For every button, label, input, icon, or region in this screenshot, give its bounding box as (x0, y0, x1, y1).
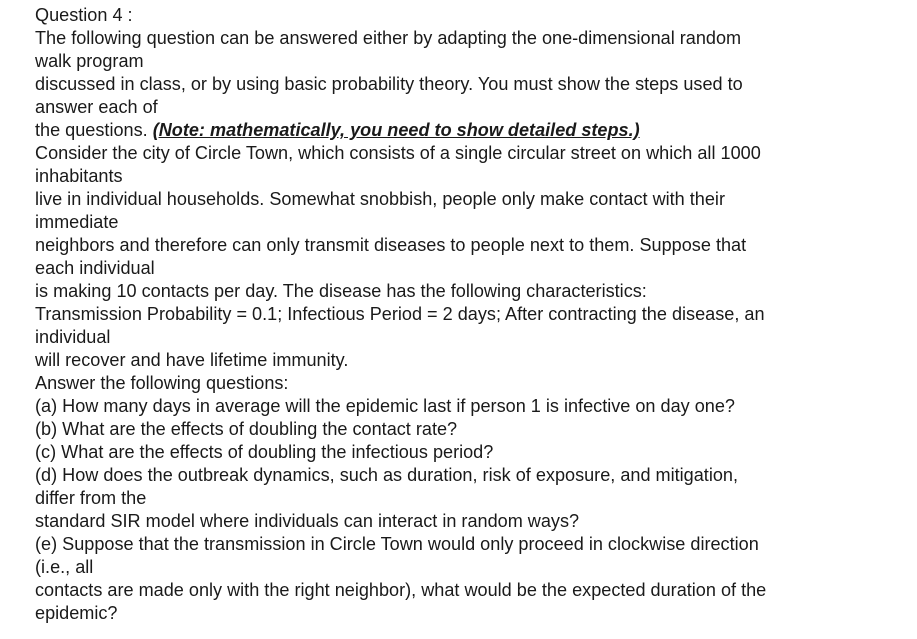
question-a: (a) How many days in average will the epidemic last if person 1 is infective on day one? (35, 396, 735, 416)
intro-line-2: walk program (35, 51, 144, 71)
question-e-line-1: (e) Suppose that the transmission in Circle Town would only proceed in clockwise direction (35, 534, 759, 554)
scenario-line-9: individual (35, 327, 111, 347)
scenario-line-3: live in individual households. Somewhat snobbish, people only make contact with their (35, 189, 725, 209)
intro-line-5 (35, 119, 895, 142)
question-d-line-1: (d) How does the outbreak dynamics, such as duration, risk of exposure, and mitigation, (35, 465, 738, 485)
scenario-line-1: Consider the city of Circle Town, which consists of a single circular street on which all 1000 (35, 143, 761, 163)
intro-line-5-text: the questions. (35, 120, 153, 140)
scenario-line-6: each individual (35, 258, 155, 278)
question-c: (c) What are the effects of doubling the infectious period? (35, 442, 494, 462)
scenario-line-7: is making 10 contacts per day. The disease has the following characteristics: (35, 281, 647, 301)
intro-line-3: discussed in class, or by using basic probability theory. You must show the steps used to (35, 74, 743, 94)
question-e-line-2: (i.e., all (35, 557, 94, 577)
question-e-line-4: epidemic? (35, 603, 118, 623)
question-d-line-3: standard SIR model where individuals can interact in random ways? (35, 511, 580, 531)
question-e-line-3: contacts are made only with the right neighbor), what would be the expected duration of the (35, 580, 767, 600)
question-b: (b) What are the effects of doubling the contact rate? (35, 419, 458, 439)
scenario-line-4: immediate (35, 212, 119, 232)
intro-line-1: The following question can be answered either by adapting the one-dimensional random (35, 28, 742, 48)
question-document (35, 4, 895, 625)
scenario-line-8: Transmission Probability = 0.1; Infectious Period = 2 days; After contracting the disease, an (35, 304, 765, 324)
note-emphasis: (Note: mathematically, you need to show detailed steps.) (152, 120, 640, 140)
scenario-line-10: will recover and have lifetime immunity. (35, 350, 349, 370)
scenario-line-2: inhabitants (35, 166, 123, 186)
question-title: Question 4 : (35, 5, 133, 25)
question-d-line-2: differ from the (35, 488, 147, 508)
intro-line-4: answer each of (35, 97, 158, 117)
questions-heading: Answer the following questions: (35, 373, 289, 393)
scenario-line-5: neighbors and therefore can only transmit diseases to people next to them. Suppose that (35, 235, 747, 255)
